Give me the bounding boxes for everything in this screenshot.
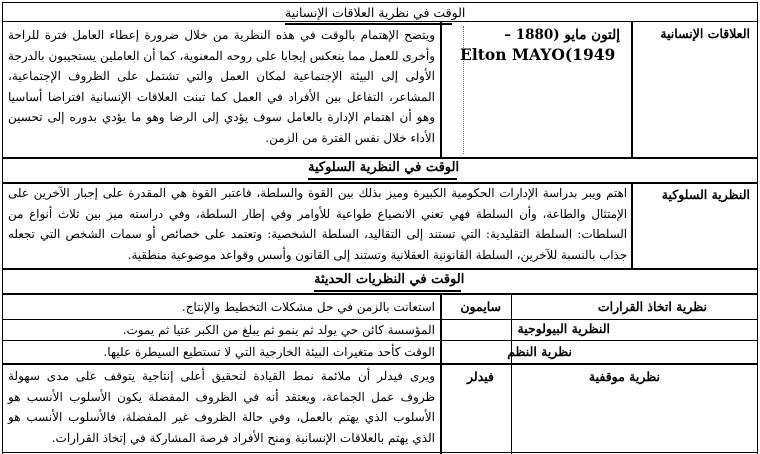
section2-col-divider [631,182,633,269]
theory-behavioral: النظرية السلوكية [661,187,750,202]
section1-outer-right [757,2,758,158]
section1-col-divider-2 [631,21,633,158]
theory-contingency: نظرية موقفية [588,369,660,384]
description-systems: الوقت كأحد متغيرات البيئة الخارجية التي لا تستطيع السيطرة عليها. [103,345,435,359]
section1-outer-left [2,2,3,158]
theory-decision-making: نظرية اتخاذ القرارات [597,299,707,314]
theorist-fiedler: فيدلر [466,369,494,384]
section3-col-divider-2 [511,293,512,454]
description-biological: المؤسسة كائن حي يولد ثم ينمو ثم يبلغ من الكبر عتيا ثم يموت. [122,323,435,337]
theorist-mayo-arabic: إلتون مايو (1880 – [504,27,620,43]
description-decision-making: استعانت بالزمن في حل مشكلات التخطيط والإنتاج. [181,300,435,314]
section1-top-line [2,21,758,22]
bottom-line [2,452,758,453]
section2-outer-right [757,157,758,269]
theory-systems: نظرية النظم [507,344,572,359]
section2-outer-left [2,157,3,269]
section3-top-line [2,293,758,295]
section1-col-divider-1 [440,21,442,158]
theorist-mayo-latin: Elton MAYO(1949 [460,45,616,64]
theory-biological: النظرية البيولوجية [517,321,610,336]
section3-col-divider-1 [440,293,442,454]
section-title-behavioral: الوقت في النظرية السلوكية [308,158,457,180]
theorist-simon: سايمون [460,299,501,314]
description-behavioral: اهتم ويبر بدراسة الإدارات الحكومية الكبيرة وميز بذلك بين القوة والسلطة، فاعتبر القوة هي المقدرة على إجبار الآخرين على الإمتثال والطاعة، وأن السلطة فهي تعني الانصياع طواعية للأوامر وفي إطار السلطة، وفي دراسته ميز بين ثلاث أنواع من السلطات: السلطة التقليدية: التي تستند إلى التقاليد، السلطة الشخصية: وتعتمد على خصائص أو سمات الشخص التي تجعله جذاب بالنسبة للآخرين، السلطة القانونية العقلانية وتستند إلى القانون وأسس وقواعد موضوعية منطقية. [8,186,627,262]
row-divider-3 [2,363,758,365]
description-contingency: ويرى فيدلر أن ملائمة نمط القيادة لتحقيق أعلى إنتاجية يتوقف على مدى سهولة ظروف عمل الجماعة، ويعتقد أنه في الظروف المفضلة يكون الأسلوب الأنسب هو الأسلوب الذي يهتم بالعمل، وفي حالة الظروف غير المفضلة، فالأسلوب الأنسب هو الذي يهتم بالعلاقات الإنسانية ومنح الأفراد فرصة المشاركة في إتخاذ القرارات. [8,369,435,445]
section3-outer-right [757,268,758,454]
section3-outer-left [2,268,3,454]
theory-human-relations: العلاقات الإنسانية [660,26,750,41]
section-title-modern: الوقت في النظريات الحديثة [314,270,461,292]
section-title-human-relations: الوقت في نظرية العلاقات الإنسانية [285,3,452,25]
description-human-relations: ويتضح الإهتمام بالوقت في هذه النظرية من خلال ضرورة إعطاء العامل فترة للراحة وأخرى للعمل مما ينعكس إيجابا على روحه المعنوية، كما أن العاملين يستجيبون بالدرجة الأولى إلى البيئة الإجتماعية لمكان العمل والتي تشتمل على الظروف الإجتماعية، المشاعر، التفاعل بين الأفراد في العمل كما تبنت العلاقات الإنسانية افتراضا أساسيا وهو أن اهتمام الإدارة بالعامل سوف يؤدي إلى الرضا وهو ما يؤدي بدوره إلى تحسين الأداء خلال نفس الفترة من الزمن. [8,28,435,145]
